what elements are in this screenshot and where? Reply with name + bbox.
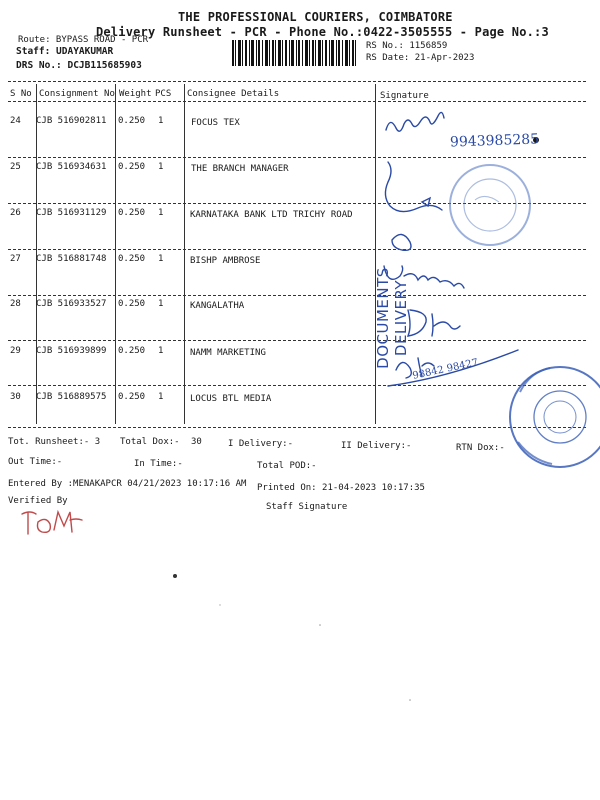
col-header-weight: Weight [119,89,152,99]
row-consignee: THE BRANCH MANAGER [191,164,289,174]
total-dox-label: Total Dox:- [120,437,180,447]
row-consignee: KARNATAKA BANK LTD TRICHY ROAD [190,210,353,220]
row-consignment: CJB 516934631 [36,162,107,172]
rtn-dox: RTN Dox:- [456,443,505,453]
col-header-consignee: Consignee Details [187,89,280,99]
documents-delivery-stamp: DOCUMENTS DELIVERY [374,267,410,369]
row-weight: 0.250 [118,299,146,309]
row-sno: 27 [10,254,21,264]
col-header-consignment: Consignment No [39,89,115,99]
row-weight: 0.250 [118,116,146,126]
rs-number: RS No.: 1156859 [366,41,448,51]
handwritten-phone: 9943985285 [449,131,540,151]
entered-by: Entered By :MENAKAPCR 04/21/2023 10:17:16 AM [8,479,247,489]
row-sno: 25 [10,162,21,172]
staff-label: Staff: UDAYAKUMAR [16,46,114,57]
row-pcs: 1 [158,392,164,402]
row-pcs: 1 [158,162,164,172]
row-consignee: LOCUS BTL MEDIA [190,394,272,404]
total-runsheet: Tot. Runsheet:- 3 [8,437,101,447]
row-weight: 0.250 [118,254,146,264]
route-label: Route: BYPASS ROAD - PCR [18,35,149,45]
rs-date: RS Date: 21-Apr-2023 [366,53,475,63]
row-pcs: 1 [158,346,164,356]
row-consignee: FOCUS TEX [191,118,240,128]
row-consignee: NAMM MARKETING [190,348,266,358]
row-consignee: BISHP AMBROSE [190,256,261,266]
row-pcs: 1 [158,208,164,218]
row-consignee: KANGALATHA [190,301,245,311]
staff-signature-label: Staff Signature [266,502,348,512]
row-consignment: CJB 516931129 [36,208,107,218]
row-consignment: CJB 516902811 [36,116,107,126]
out-time: Out Time:- [8,457,63,467]
company-title: THE PROFESSIONAL COURIERS, COIMBATORE [178,10,453,24]
row-sno: 29 [10,346,21,356]
printed-on: Printed On: 21-04-2023 10:17:35 [257,483,425,493]
row-pcs: 1 [158,116,164,126]
row-weight: 0.250 [118,346,146,356]
row-consignment: CJB 516889575 [36,392,107,402]
row-consignment: CJB 516939899 [36,346,107,356]
row-consignment: CJB 516881748 [36,254,107,264]
total-dox-value: 30 [191,437,202,447]
row-sno: 30 [10,392,21,402]
row-weight: 0.250 [118,392,146,402]
in-time: In Time:- [134,459,183,469]
col-header-pcs: PCS [155,89,172,99]
ii-delivery: II Delivery:- [341,441,412,451]
verified-by: Verified By [8,496,68,506]
row-weight: 0.250 [118,208,146,218]
row-pcs: 1 [158,254,164,264]
col-header-sno: S No [10,89,32,99]
row-consignment: CJB 516933527 [36,299,107,309]
handwritten-phone-2: 98842 98427 [411,357,480,382]
row-sno: 28 [10,299,21,309]
total-pod: Total POD:- [257,461,317,471]
row-pcs: 1 [158,299,164,309]
i-delivery: I Delivery:- [228,439,294,449]
row-sno: 24 [10,116,21,126]
runsheet-title: Delivery Runsheet - PCR - Phone No.:0422-3505555 - Page No.:3 [96,25,549,39]
col-header-signature: Signature [380,91,429,101]
drs-number: DRS No.: DCJB115685903 [16,60,142,71]
row-sno: 26 [10,208,21,218]
row-weight: 0.250 [118,162,146,172]
